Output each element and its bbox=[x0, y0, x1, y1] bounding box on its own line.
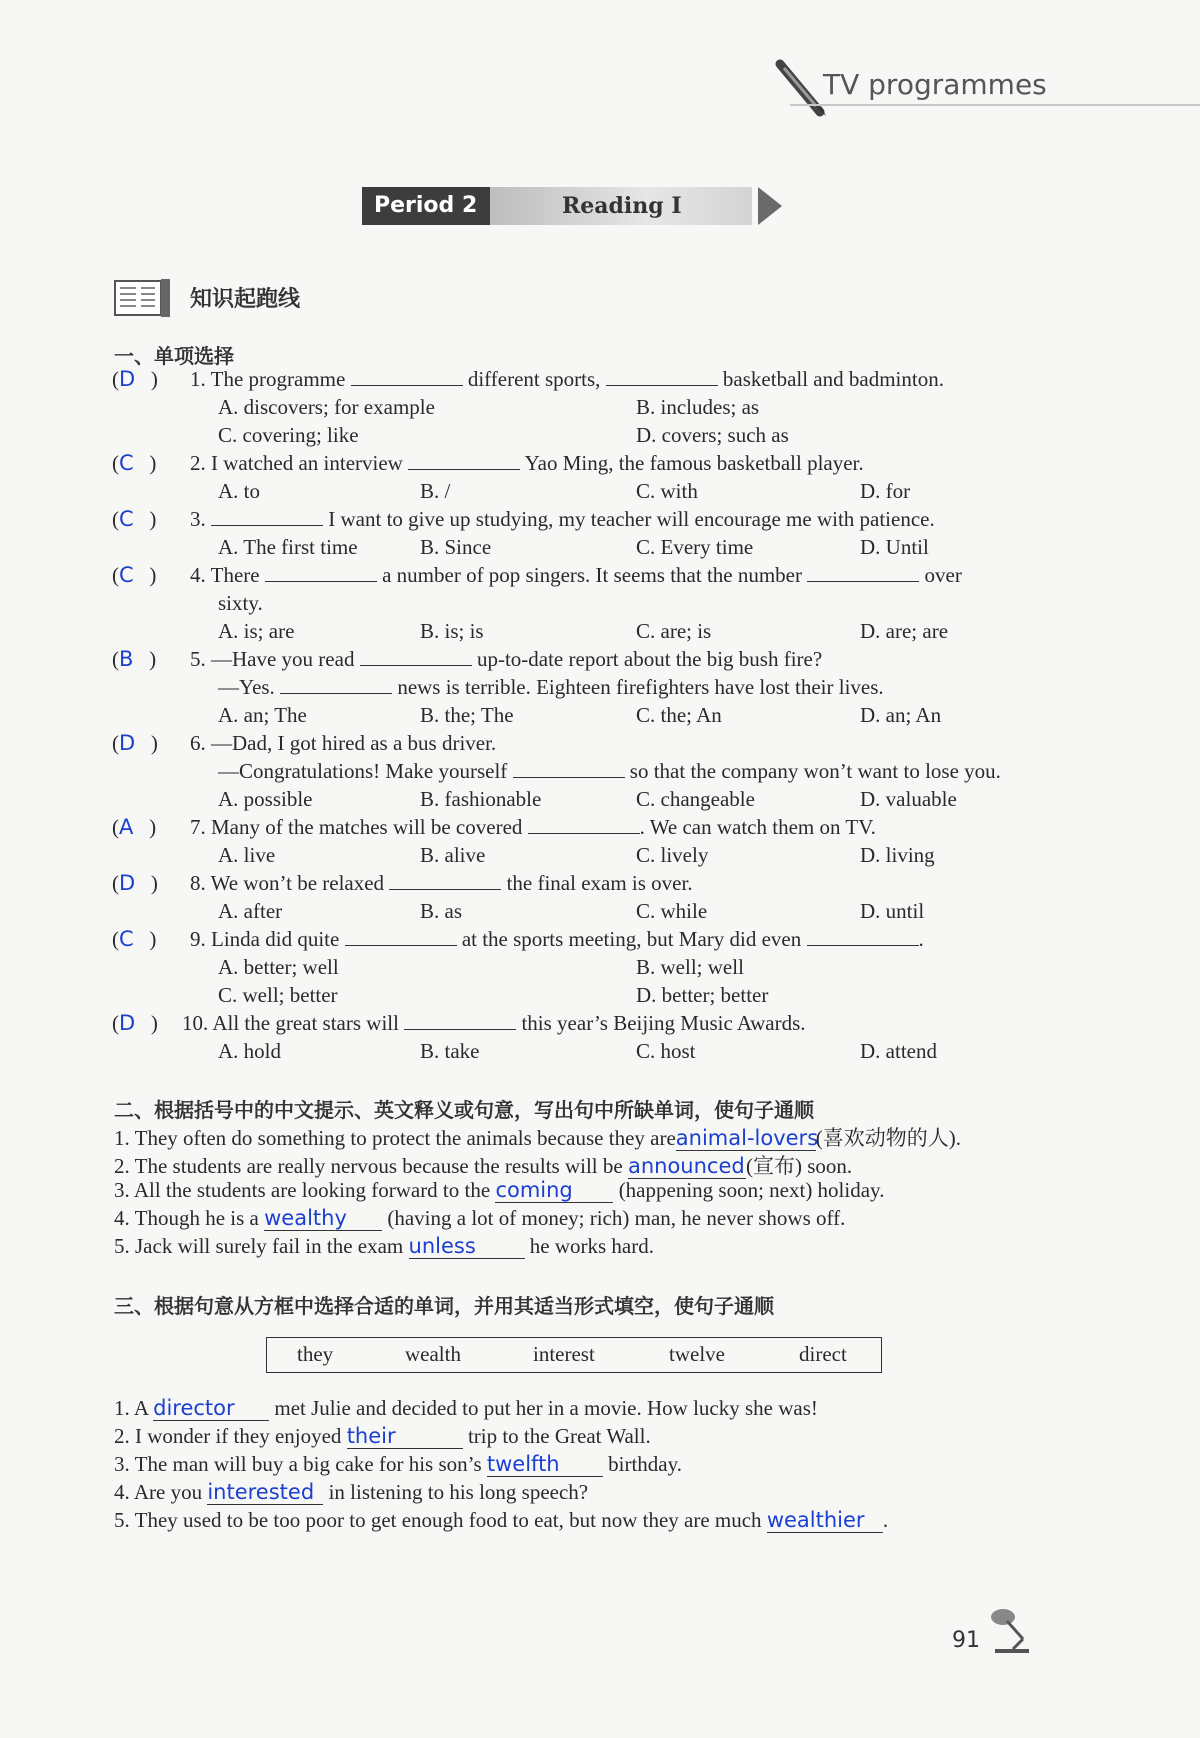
q6-stem: 6. —Dad, I got hired as a bus driver. bbox=[190, 731, 497, 755]
s2-answer-1: animal-lovers bbox=[675, 1126, 819, 1150]
s2-answer-4: wealthy bbox=[264, 1206, 382, 1231]
q3-bracket: (C ) bbox=[112, 507, 157, 531]
q9-option-d: D. better; better bbox=[636, 983, 769, 1007]
period-label: Period 2 bbox=[362, 187, 490, 225]
s2-answer-3: coming bbox=[495, 1178, 613, 1203]
q6-option-b: B. fashionable bbox=[420, 787, 542, 811]
section1-title: 一、单项选择 bbox=[114, 344, 234, 368]
q3-answer: C bbox=[119, 507, 134, 531]
q3-option-a: A. The first time bbox=[218, 535, 358, 559]
knowledge-title: 知识起跑线 bbox=[190, 287, 301, 312]
q1-option-a: A. discovers; for example bbox=[218, 395, 435, 419]
q1-bracket: (D ) bbox=[112, 367, 158, 391]
q3-option-b: B. Since bbox=[420, 535, 492, 559]
q10-option-a: A. hold bbox=[218, 1039, 281, 1063]
q1-answer: D bbox=[119, 367, 136, 391]
q9-option-a: A. better; well bbox=[218, 955, 339, 979]
s2-sentence-2: 2. The students are really nervous because the results will be announced(宣布) soon. bbox=[114, 1154, 853, 1178]
q5-stem-cont: —Yes. news is terrible. Eighteen firefighters have lost their lives. bbox=[218, 675, 884, 699]
q4-stem: 4. There a number of pop singers. It seems that the number over bbox=[190, 563, 962, 587]
desk-lamp-icon bbox=[985, 1605, 1035, 1655]
word-direct: direct bbox=[799, 1342, 847, 1366]
header-divider bbox=[790, 104, 1200, 106]
word-they: they bbox=[297, 1342, 334, 1366]
book-icon bbox=[114, 278, 172, 318]
q6-option-a: A. possible bbox=[218, 787, 313, 811]
q4-option-b: B. is; is bbox=[420, 619, 484, 643]
period-banner bbox=[362, 187, 752, 225]
word-interest: interest bbox=[533, 1342, 595, 1366]
q5-option-b: B. the; The bbox=[420, 703, 514, 727]
q7-option-d: D. living bbox=[860, 843, 935, 867]
q10-stem: 10. All the great stars will this year’s Beijing Music Awards. bbox=[182, 1011, 806, 1035]
word-twelve: twelve bbox=[669, 1342, 725, 1366]
q5-bracket: (B ) bbox=[112, 647, 157, 671]
q5-stem: 5. —Have you read up-to-date report about the big bush fire? bbox=[190, 647, 823, 671]
s3-answer-2: their bbox=[347, 1424, 463, 1449]
q6-stem-cont: —Congratulations! Make yourself so that the company won’t want to lose you. bbox=[218, 759, 1001, 783]
q9-stem: 9. Linda did quite at the sports meeting, but Mary did even . bbox=[190, 927, 924, 951]
q2-answer: C bbox=[119, 451, 134, 475]
s3-sentence-4: 4. Are you interested in listening to his long speech? bbox=[114, 1480, 589, 1504]
q1-option-b: B. includes; as bbox=[636, 395, 760, 419]
q8-option-d: D. until bbox=[860, 899, 925, 923]
q8-stem: 8. We won’t be relaxed the final exam is over. bbox=[190, 871, 693, 895]
s3-answer-4: interested bbox=[207, 1480, 323, 1505]
period-name: Reading I bbox=[490, 187, 752, 225]
s2-sentence-4: 4. Though he is a wealthy (having a lot of money; rich) man, he never shows off. bbox=[114, 1206, 846, 1230]
q1-stem: 1. The programme different sports, basketball and badminton. bbox=[190, 367, 944, 391]
q10-option-c: C. host bbox=[636, 1039, 696, 1063]
s2-sentence-1: 1. They often do something to protect the animals because they areanimal-lovers(喜欢动物的人). bbox=[114, 1126, 962, 1150]
q7-answer: A bbox=[119, 815, 134, 839]
s3-answer-5: wealthier bbox=[767, 1508, 883, 1533]
q10-option-b: B. take bbox=[420, 1039, 480, 1063]
q2-bracket: (C ) bbox=[112, 451, 157, 475]
page-number: 91 bbox=[952, 1628, 980, 1653]
q3-option-d: D. Until bbox=[860, 535, 929, 559]
q5-option-a: A. an; The bbox=[218, 703, 307, 727]
q6-option-d: D. valuable bbox=[860, 787, 957, 811]
q3-stem: 3. I want to give up studying, my teacher will encourage me with patience. bbox=[190, 507, 935, 531]
chapter-title: TV programmes bbox=[823, 68, 1047, 101]
q4-option-c: C. are; is bbox=[636, 619, 712, 643]
s3-sentence-3: 3. The man will buy a big cake for his son’s twelfth birthday. bbox=[114, 1452, 683, 1476]
s3-sentence-2: 2. I wonder if they enjoyed their trip to the Great Wall. bbox=[114, 1424, 651, 1448]
q2-option-a: A. to bbox=[218, 479, 260, 503]
s2-answer-2: announced bbox=[627, 1154, 745, 1178]
word-wealth: wealth bbox=[405, 1342, 461, 1366]
q5-option-d: D. an; An bbox=[860, 703, 942, 727]
q4-bracket: (C ) bbox=[112, 563, 157, 587]
q7-option-c: C. lively bbox=[636, 843, 709, 867]
q8-answer: D bbox=[119, 871, 136, 895]
s3-answer-3: twelfth bbox=[487, 1452, 603, 1477]
q8-bracket: (D ) bbox=[112, 871, 158, 895]
q10-answer: D bbox=[119, 1011, 136, 1035]
q2-option-c: C. with bbox=[636, 479, 698, 503]
arrow-icon bbox=[758, 187, 782, 225]
q9-option-b: B. well; well bbox=[636, 955, 744, 979]
q2-stem: 2. I watched an interview Yao Ming, the famous basketball player. bbox=[190, 451, 864, 475]
section3-title: 三、根据句意从方框中选择合适的单词，并用其适当形式填空，使句子通顺 bbox=[114, 1294, 774, 1318]
q8-option-a: A. after bbox=[218, 899, 283, 923]
s2-sentence-3: 3. All the students are looking forward to the coming (happening soon; next) holiday. bbox=[114, 1178, 885, 1202]
q5-option-c: C. the; An bbox=[636, 703, 722, 727]
q1-option-d: D. covers; such as bbox=[636, 423, 789, 447]
s2-answer-5: unless bbox=[409, 1234, 525, 1259]
q5-answer: B bbox=[119, 647, 134, 671]
q2-option-b: B. / bbox=[420, 479, 451, 503]
s3-answer-1: director bbox=[153, 1396, 269, 1421]
word-box bbox=[266, 1337, 882, 1373]
section2-title: 二、根据括号中的中文提示、英文释义或句意，写出句中所缺单词，使句子通顺 bbox=[114, 1098, 814, 1122]
q4-stem-cont: sixty. bbox=[218, 591, 263, 615]
q10-option-d: D. attend bbox=[860, 1039, 937, 1063]
q10-bracket: (D ) bbox=[112, 1011, 158, 1035]
q1-option-c: C. covering; like bbox=[218, 423, 359, 447]
q2-option-d: D. for bbox=[860, 479, 911, 503]
q6-option-c: C. changeable bbox=[636, 787, 755, 811]
q6-answer: D bbox=[119, 731, 136, 755]
s3-sentence-1: 1. A director met Julie and decided to put her in a movie. How lucky she was! bbox=[114, 1396, 818, 1420]
s3-sentence-5: 5. They used to be too poor to get enough food to eat, but now they are much wealthier . bbox=[114, 1508, 889, 1532]
q3-option-c: C. Every time bbox=[636, 535, 754, 559]
q7-bracket: (A ) bbox=[112, 815, 157, 839]
s2-sentence-5: 5. Jack will surely fail in the exam unless he works hard. bbox=[114, 1234, 654, 1258]
q9-bracket: (C ) bbox=[112, 927, 157, 951]
q4-option-d: D. are; are bbox=[860, 619, 949, 643]
q9-answer: C bbox=[119, 927, 134, 951]
q4-answer: C bbox=[119, 563, 134, 587]
q8-option-b: B. as bbox=[420, 899, 462, 923]
q8-option-c: C. while bbox=[636, 899, 708, 923]
q7-option-b: B. alive bbox=[420, 843, 486, 867]
q6-bracket: (D ) bbox=[112, 731, 158, 755]
q7-option-a: A. live bbox=[218, 843, 276, 867]
q4-option-a: A. is; are bbox=[218, 619, 295, 643]
q9-option-c: C. well; better bbox=[218, 983, 338, 1007]
q7-stem: 7. Many of the matches will be covered . We can watch them on TV. bbox=[190, 815, 876, 839]
